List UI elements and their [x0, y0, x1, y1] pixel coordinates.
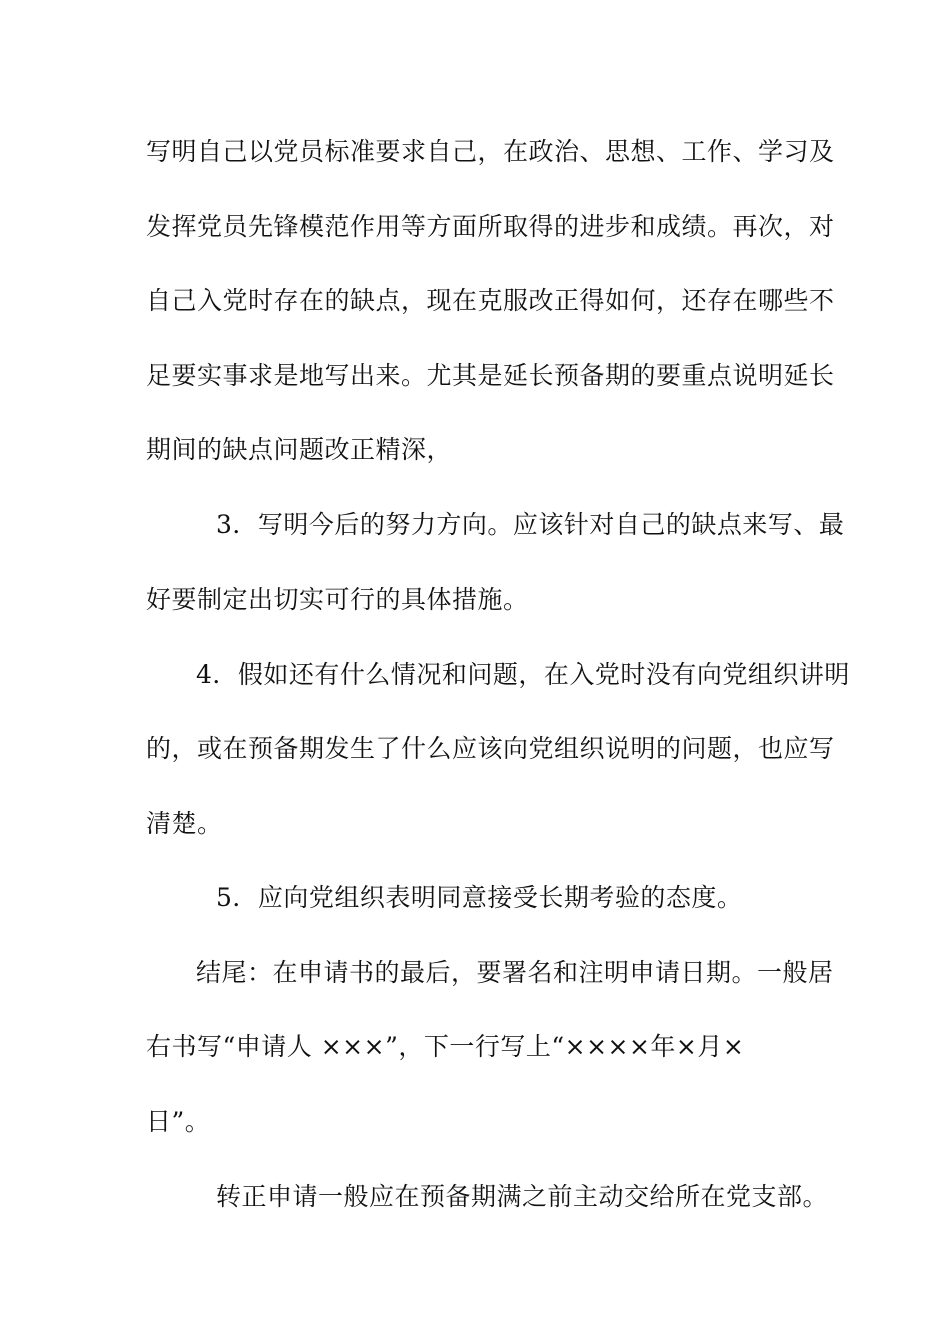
paragraph-line: 的，或在预备期发生了什么应该向党组织说明的问题，也应写	[146, 734, 835, 763]
final-paragraph-line: 转正申请一般应在预备期满之前主动交给所在党支部。	[216, 1182, 829, 1211]
paragraph-line: 发挥党员先锋模范作用等方面所取得的进步和成绩。再次，对	[146, 212, 835, 241]
closing-paragraph-line: 结尾：在申请书的最后，要署名和注明申请日期。一般居	[196, 958, 834, 987]
paragraph-line: 写明自己以党员标准要求自己，在政治、思想、工作、学习及	[146, 137, 835, 166]
paragraph-line: 清楚。	[146, 809, 223, 838]
paragraph-line: 足要实事求是地写出来。尤其是延长预备期的要重点说明延长	[146, 361, 835, 390]
paragraph-line: 好要制定出切实可行的具体措施。	[146, 585, 529, 614]
paragraph-line: 自己入党时存在的缺点，现在克服改正得如何，还存在哪些不	[146, 286, 835, 315]
paragraph-line: 期间的缺点问题改正精深，	[146, 435, 453, 464]
list-item-4-line: 4．假如还有什么情况和问题，在入党时没有向党组织讲明	[196, 660, 850, 689]
list-item-5-line: 5．应向党组织表明同意接受长期考验的态度。	[216, 883, 743, 912]
list-item-3-line: 3．写明今后的努力方向。应该针对自己的缺点来写、最	[216, 510, 845, 539]
paragraph-line: 右书写“申请人 ×××”，下一行写上“××××年×月×	[146, 1032, 745, 1061]
paragraph-line: 日”。	[146, 1107, 211, 1136]
